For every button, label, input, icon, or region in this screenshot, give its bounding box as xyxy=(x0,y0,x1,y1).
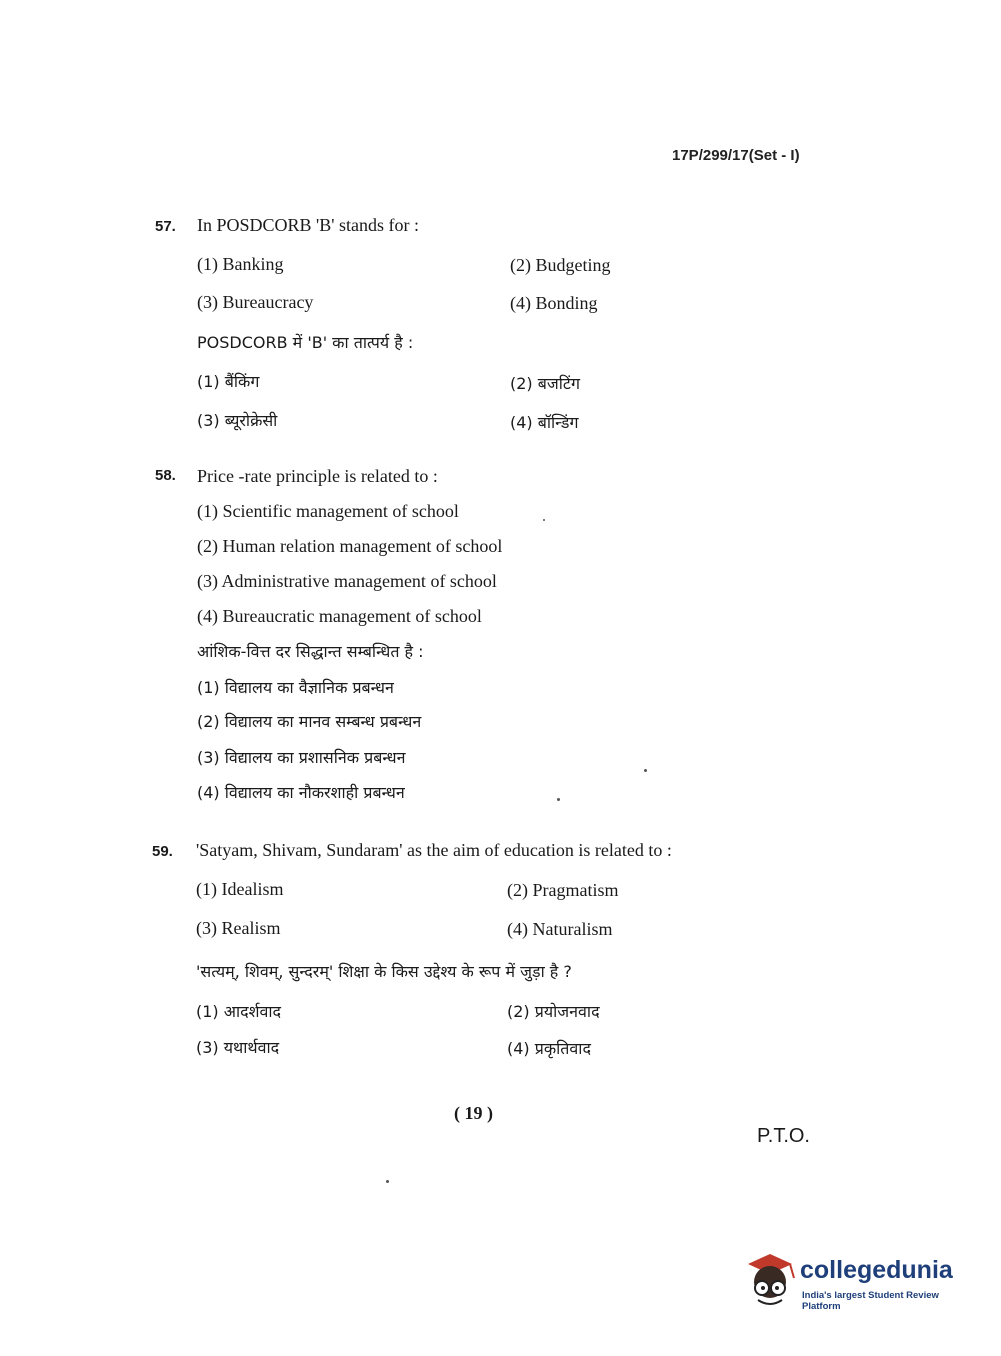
logo-name: collegedunia xyxy=(800,1256,953,1284)
option-hindi: (4) प्रकृतिवाद xyxy=(507,1039,591,1058)
mascot-icon xyxy=(742,1248,800,1310)
question-text: In POSDCORB 'B' stands for : xyxy=(197,215,420,235)
logo-tagline: India's largest Student Review Platform xyxy=(802,1290,939,1312)
question-number: 57. xyxy=(155,218,176,235)
question-text-hindi: 'सत्यम्, शिवम्, सुन्दरम्' शिक्षा के किस उद्देश्य के रूप में जुड़ा है ? xyxy=(196,962,572,981)
option-hindi: (3) यथार्थवाद xyxy=(196,1038,280,1057)
question-text-hindi: POSDCORB में 'B' का तात्पर्य है : xyxy=(197,333,414,352)
page-number: ( 19 ) xyxy=(454,1103,493,1123)
option-hindi: (2) प्रयोजनवाद xyxy=(507,1002,600,1021)
option: (2) Budgeting xyxy=(510,255,611,275)
option: (1) Banking xyxy=(197,254,284,274)
option-hindi: (4) बॉन्डिंग xyxy=(510,413,579,432)
option: (2) Human relation management of school xyxy=(197,536,503,556)
paper-code: 17P/299/17(Set - I) xyxy=(672,147,800,164)
option-hindi: (3) ब्यूरोक्रेसी xyxy=(197,411,278,430)
question-number: 59. xyxy=(152,843,173,860)
option-hindi: (1) विद्यालय का वैज्ञानिक प्रबन्धन xyxy=(197,678,394,697)
option-hindi: (4) विद्यालय का नौकरशाही प्रबन्धन xyxy=(197,783,405,802)
option-hindi: (1) आदर्शवाद xyxy=(196,1002,282,1021)
option: (4) Bonding xyxy=(510,293,598,313)
scan-speck xyxy=(386,1180,389,1183)
question-text-hindi: आंशिक-वित्त दर सिद्धान्त सम्बन्धित है : xyxy=(197,642,424,661)
option: (3) Administrative management of school xyxy=(197,571,497,591)
question-text: 'Satyam, Shivam, Sundaram' as the aim of education is related to : xyxy=(196,840,672,860)
option: (4) Naturalism xyxy=(507,919,613,939)
option-hindi: (2) बजटिंग xyxy=(510,374,580,393)
option-hindi: (2) विद्यालय का मानव सम्बन्ध प्रबन्धन xyxy=(197,712,422,731)
option: (1) Scientific management of school xyxy=(197,501,459,521)
option: (3) Bureaucracy xyxy=(197,292,314,312)
collegedunia-logo xyxy=(742,1248,972,1318)
scan-speck xyxy=(543,519,545,521)
scan-speck xyxy=(644,769,647,772)
option-hindi: (1) बैंकिंग xyxy=(197,372,260,391)
question-text: Price -rate principle is related to : xyxy=(197,466,438,486)
option: (3) Realism xyxy=(196,918,281,938)
option: (1) Idealism xyxy=(196,879,284,899)
option: (4) Bureaucratic management of school xyxy=(197,606,482,626)
option-hindi: (3) विद्यालय का प्रशासनिक प्रबन्धन xyxy=(197,748,406,767)
pto-label: P.T.O. xyxy=(757,1125,810,1147)
question-number: 58. xyxy=(155,467,176,484)
option: (2) Pragmatism xyxy=(507,880,619,900)
scan-speck xyxy=(557,798,560,801)
